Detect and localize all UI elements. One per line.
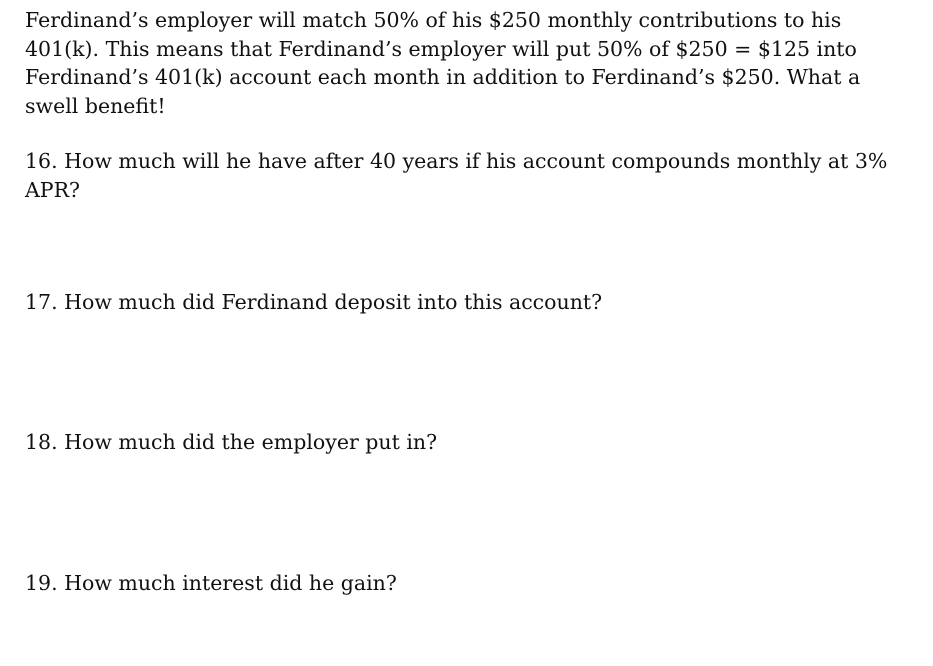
question-16: 16. How much will he have after 40 years if his account compounds monthly at 3% APR? <box>25 149 888 202</box>
question-19: 19. How much interest did he gain? <box>25 571 397 595</box>
intro-paragraph: Ferdinand’s employer will match 50% of his $250 monthly contributions to his 401(k). This means that Ferdinand’s employer will put 50% of $250 = $125 into Ferdinand’s 401(k) account each month in addition to Ferdinand’s $250. What a swell benefit! <box>25 8 861 118</box>
question-18: 18. How much did the employer put in? <box>25 430 438 454</box>
question-17: 17. How much did Ferdinand deposit into this account? <box>25 290 603 314</box>
